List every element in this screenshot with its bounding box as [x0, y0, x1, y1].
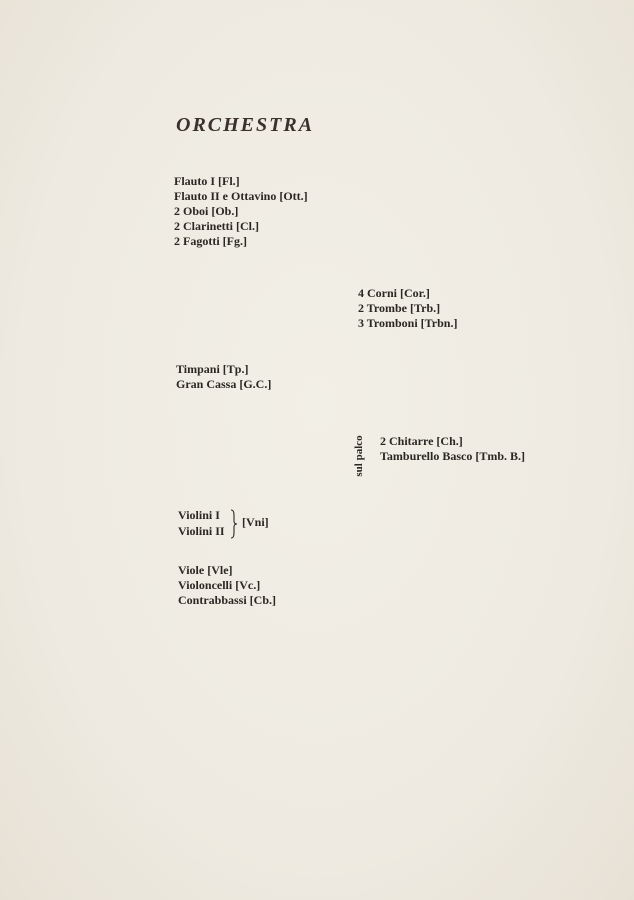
- instrument-entry: 2 Fagotti [Fg.]: [174, 234, 247, 248]
- on-stage-label: sul palco: [353, 435, 365, 477]
- instrument-entry: 2 Oboi [Ob.]: [174, 204, 239, 218]
- instrument-entry: Flauto II e Ottavino [Ott.]: [174, 189, 308, 203]
- woodwinds-list: [174, 174, 308, 249]
- instrument-entry: Violini I: [178, 508, 220, 522]
- instrument-entry: 4 Corni [Cor.]: [358, 286, 430, 300]
- instrument-entry: Contrabbassi [Cb.]: [178, 593, 277, 607]
- instrument-entry: 2 Trombe [Trb.]: [358, 301, 441, 315]
- strings-list: [178, 563, 276, 608]
- instrument-entry: Viole [Vle]: [178, 563, 233, 577]
- instrument-entry: 3 Tromboni [Trbn.]: [358, 316, 458, 330]
- percussion-list: [176, 362, 271, 392]
- instrument-entry: 2 Clarinetti [Cl.]: [174, 219, 259, 233]
- instrument-entry: Violini II: [178, 524, 225, 538]
- instrument-entry: Violoncelli [Vc.]: [178, 578, 261, 592]
- violins-abbreviation: [Vni]: [242, 515, 269, 529]
- instrument-entry: Tamburello Basco [Tmb. B.]: [380, 449, 526, 463]
- brass-list: [358, 286, 457, 331]
- instrument-entry: 2 Chitarre [Ch.]: [380, 434, 463, 448]
- page-title: ORCHESTRA: [176, 114, 315, 136]
- brace-icon: [229, 509, 239, 539]
- instrument-entry: Gran Cassa [G.C.]: [176, 377, 272, 391]
- on-stage-list: [380, 434, 525, 464]
- instrument-entry: Timpani [Tp.]: [176, 362, 249, 376]
- violins-list: [178, 507, 225, 539]
- instrument-entry: Flauto I [Fl.]: [174, 174, 240, 188]
